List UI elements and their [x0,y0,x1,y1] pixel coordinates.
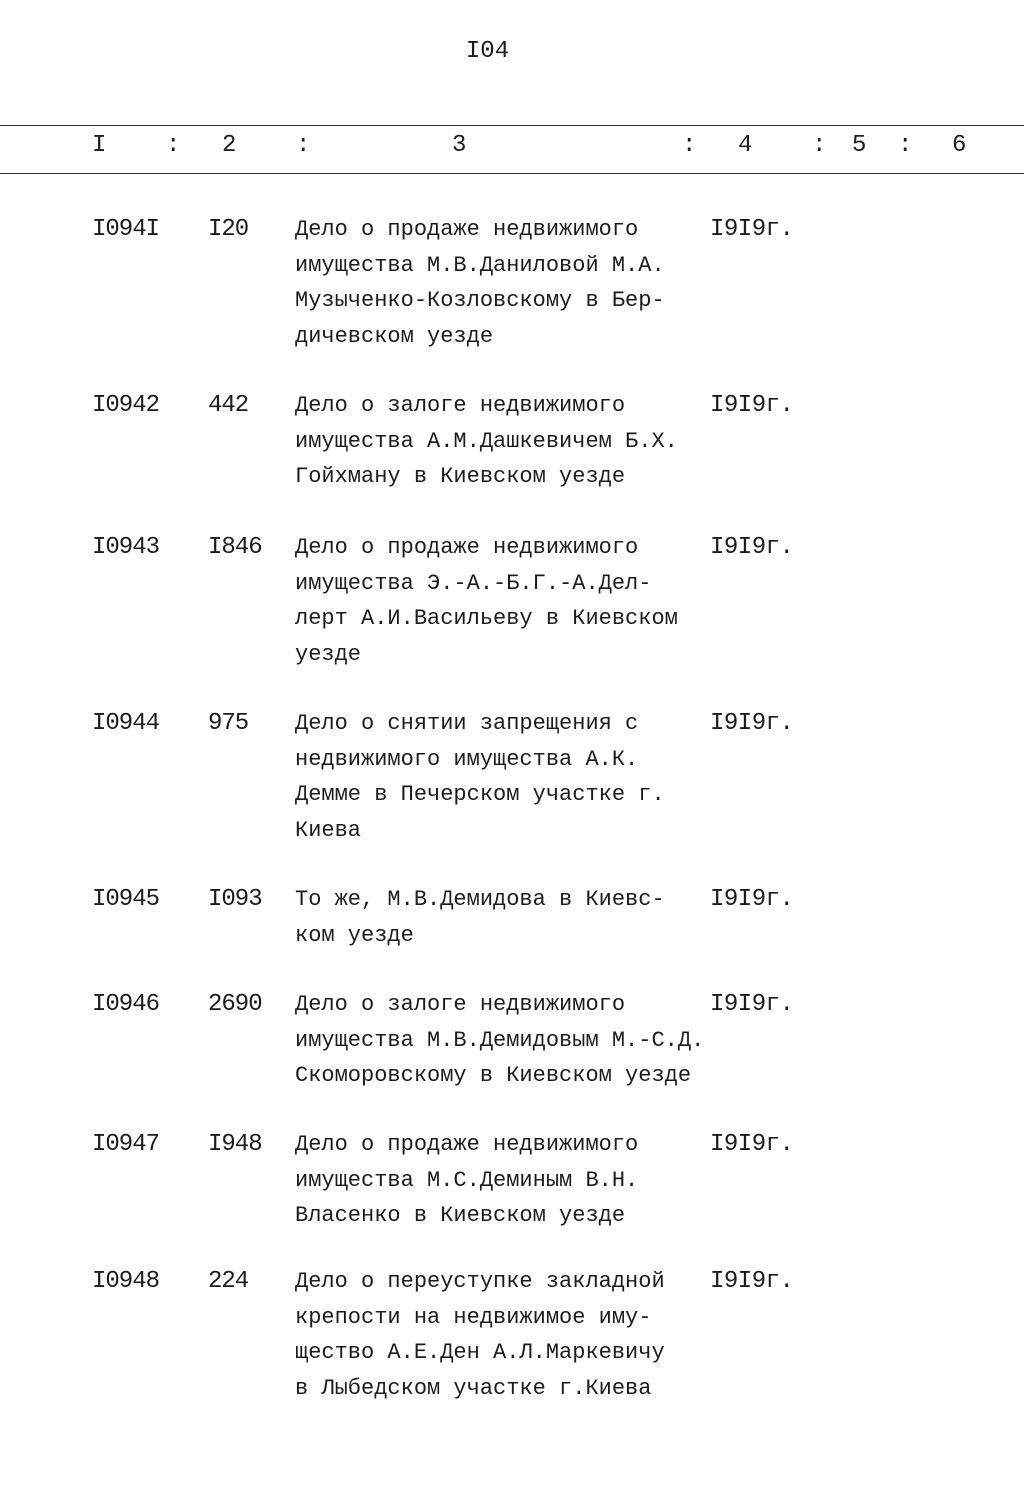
description-line: лерт А.И.Васильеву в Киевском [295,606,678,631]
inventory-number: I0942 [92,392,160,419]
entry-description [295,987,715,1094]
column-separator: : [682,132,697,159]
description-line: Дело о продаже недвижимого [295,1132,639,1157]
description-line: имущества М.В.Демидовым М.-С.Д. [295,1027,705,1053]
description-line: в Лыбедском участке г.Киева [295,1375,652,1401]
inventory-number: I0944 [92,710,160,737]
folio-number: I846 [208,534,262,561]
entry-description [295,706,715,848]
description-line: Дело о залоге недвижимого [295,393,626,418]
description-line: То же, М.В.Демидова в Киевс- [295,887,665,912]
description-line: уезде [295,641,362,667]
entry-description [295,882,715,953]
inventory-number: I0948 [92,1268,160,1295]
header-bottom-rule [0,173,1024,174]
description-line: дичевском уезде [295,323,494,349]
inventory-number: I0943 [92,534,160,561]
description-line: имущества М.С.Деминым В.Н. [295,1167,639,1193]
column-header-3: 3 [452,132,467,159]
description-line: Дело о продаже недвижимого [295,217,639,242]
folio-number: 224 [208,1268,249,1295]
description-line: Дело о продаже недвижимого [295,535,639,560]
description-line: ком уезде [295,922,414,948]
description-line: Музыченко-Козловскому в Бер- [295,288,665,313]
description-line: крепости на недвижимое иму- [295,1304,652,1330]
entry-year: I9I9г. [710,534,794,561]
description-line: Дело о залоге недвижимого [295,992,626,1017]
entry-year: I9I9г. [710,392,794,419]
folio-number: 2690 [208,991,262,1018]
column-separator: : [296,132,311,159]
entry-year: I9I9г. [710,216,794,243]
entry-description [295,1264,715,1406]
inventory-number: I0945 [92,886,160,913]
description-line: недвижимого имущества А.К. [295,746,639,772]
inventory-number: I0946 [92,991,160,1018]
column-header-1: I [92,132,107,159]
description-line: Скоморовскому в Киевском уезде [295,1063,692,1088]
entry-year: I9I9г. [710,991,794,1018]
column-header-6: 6 [952,132,967,159]
entry-year: I9I9г. [710,1131,794,1158]
folio-number: 975 [208,710,249,737]
description-line: щество А.Е.Ден А.Л.Маркевичу [295,1340,665,1365]
column-header-4: 4 [738,132,753,159]
column-header-2: 2 [222,132,237,159]
folio-number: I093 [208,886,262,913]
description-line: имущества Э.-А.-Б.Г.-А.Дел- [295,570,652,596]
column-separator: : [812,132,827,159]
description-line: Дело о снятии запрещения с [295,711,639,736]
entry-year: I9I9г. [710,886,794,913]
description-line: Гойхману в Киевском уезде [295,464,626,489]
entry-year: I9I9г. [710,1268,794,1295]
entry-description [295,388,715,495]
inventory-number: I094I [92,216,160,243]
header-top-rule [0,125,1024,126]
page-number: I04 [465,38,510,65]
column-header-5: 5 [852,132,867,159]
description-line: Киева [295,817,362,843]
description-line: имущества А.М.Дашкевичем Б.Х. [295,428,678,454]
description-line: Дело о переуступке закладной [295,1269,665,1294]
description-line: Власенко в Киевском уезде [295,1203,626,1228]
description-line: имущества М.В.Даниловой М.А. [295,252,665,278]
column-separator: : [898,132,913,159]
entry-year: I9I9г. [710,710,794,737]
folio-number: 442 [208,392,249,419]
entry-description [295,1127,715,1234]
folio-number: I948 [208,1131,262,1158]
entry-description [295,530,715,672]
folio-number: I20 [208,216,249,243]
entry-description [295,212,715,354]
column-separator: : [166,132,181,159]
description-line: Демме в Печерском участке г. [295,782,665,807]
inventory-number: I0947 [92,1131,160,1158]
